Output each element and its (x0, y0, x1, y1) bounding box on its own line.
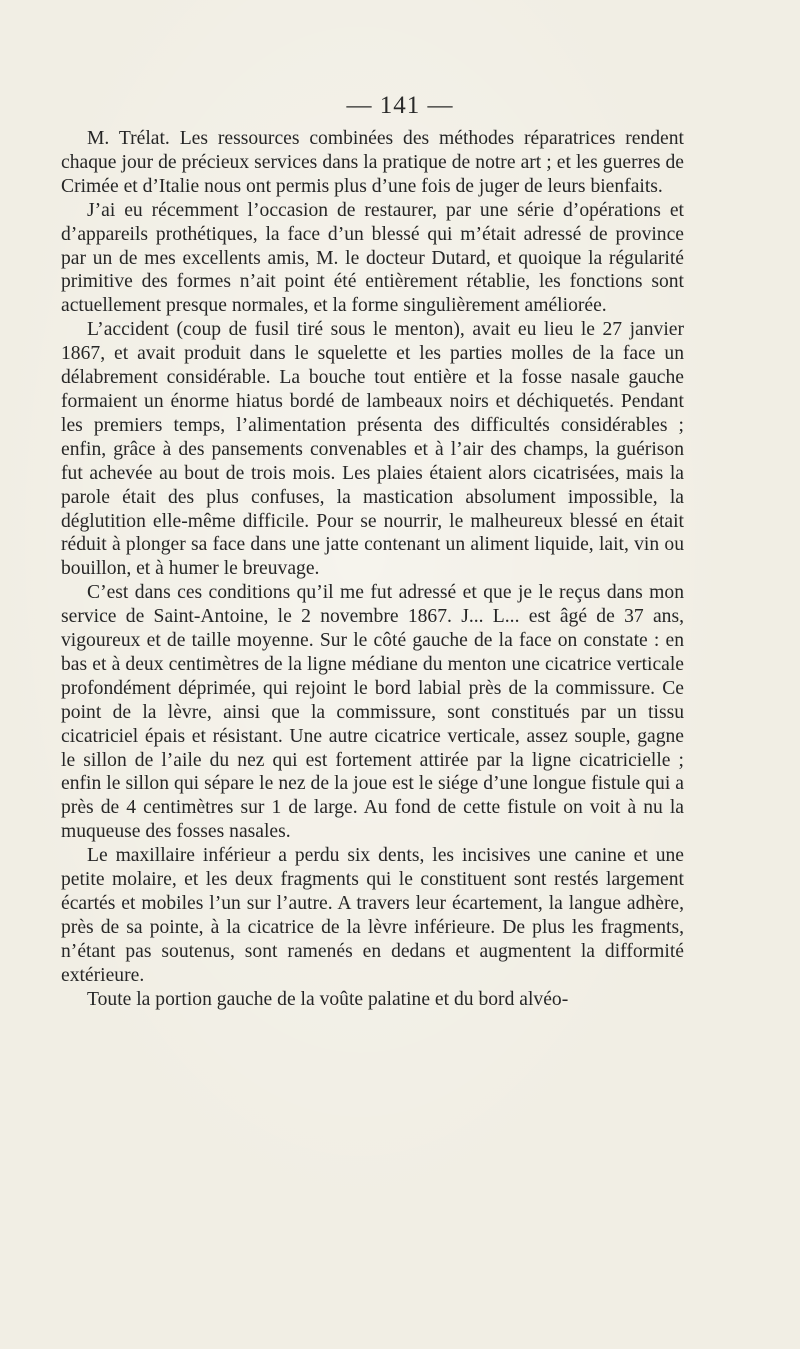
paragraph: C’est dans ces conditions qu’il me fut adressé et que je le reçus dans mon service de Saint-Antoine, le 2 novembre 1867. J... L... est âgé de 37 ans, vigoureux et de taille moyenne. Sur le côté gauche de la face on constate : en bas et à deux centimètres de la ligne médiane du menton une cicatrice verticale profondément déprimée, qui rejoint le bord labial près de la commissure. Ce point de la lèvre, ainsi que la commissure, sont constitués par un tissu cicatriciel épais et résistant. Une autre cicatrice verticale, assez souple, gagne le sillon de l’aile du nez qui est fortement attirée par la ligne cicatricielle ; enfin le sillon qui sépare le nez de la joue est le siége d’une longue fistule qui a près de 4 centimètres sur 1 de large. Au fond de cette fistule on voit à nu la muqueuse des fosses nasales. (61, 582, 684, 843)
page-number: — 141 — (346, 92, 454, 119)
paragraph: L’accident (coup de fusil tiré sous le menton), avait eu lieu le 27 janvier 1867, et avait produit dans le squelette et les parties molles de la face un délabrement considérable. La bouche tout entière et la fosse nasale gauche formaient un énorme hiatus bordé de lambeaux noirs et déchiquetés. Pendant les premiers temps, l’alimentation présenta des difficultés considérables ; enfin, grâce à des pansements convenables et à l’air des champs, la guérison fut achevée au bout de trois mois. Les plaies étaient alors cicatrisées, mais la parole était des plus confuses, la mastication absolument impossible, la déglutition elle-même difficile. Pour se nourrir, le malheureux blessé en était réduit à plonger sa face dans une jatte contenant un aliment liquide, lait, vin ou bouillon, et à humer le breuvage. (61, 319, 684, 580)
body-text (61, 127, 684, 1012)
paragraph: J’ai eu récemment l’occasion de restaurer, par une série d’opérations et d’appareils prothétiques, la face d’un blessé qui m’était adressé de province par un de mes excellents amis, M. le docteur Dutard, et quoique la régularité primitive des formes n’ait point été entièrement rétablie, les fonctions sont actuellement presque normales, et la forme singulièrement améliorée. (61, 199, 684, 317)
paragraph: M. Trélat. Les ressources combinées des méthodes réparatrices rendent chaque jour de précieux services dans la pratique de notre art ; et les guerres de Crimée et d’Italie nous ont permis plus d’une fois de juger de leurs bienfaits. (61, 128, 684, 197)
paragraph: Le maxillaire inférieur a perdu six dents, les incisives une canine et une petite molaire, et les deux fragments qui le constituent sont restés largement écartés et mobiles l’un sur l’autre. A travers leur écartement, la langue adhère, près de sa pointe, à la cicatrice de la lèvre inférieure. De plus les fragments, n’étant pas soutenus, sont ramenés en dedans et augmentent la difformité extérieure. (61, 845, 684, 986)
paragraph: Toute la portion gauche de la voûte palatine et du bord alvéo- (87, 988, 569, 1010)
